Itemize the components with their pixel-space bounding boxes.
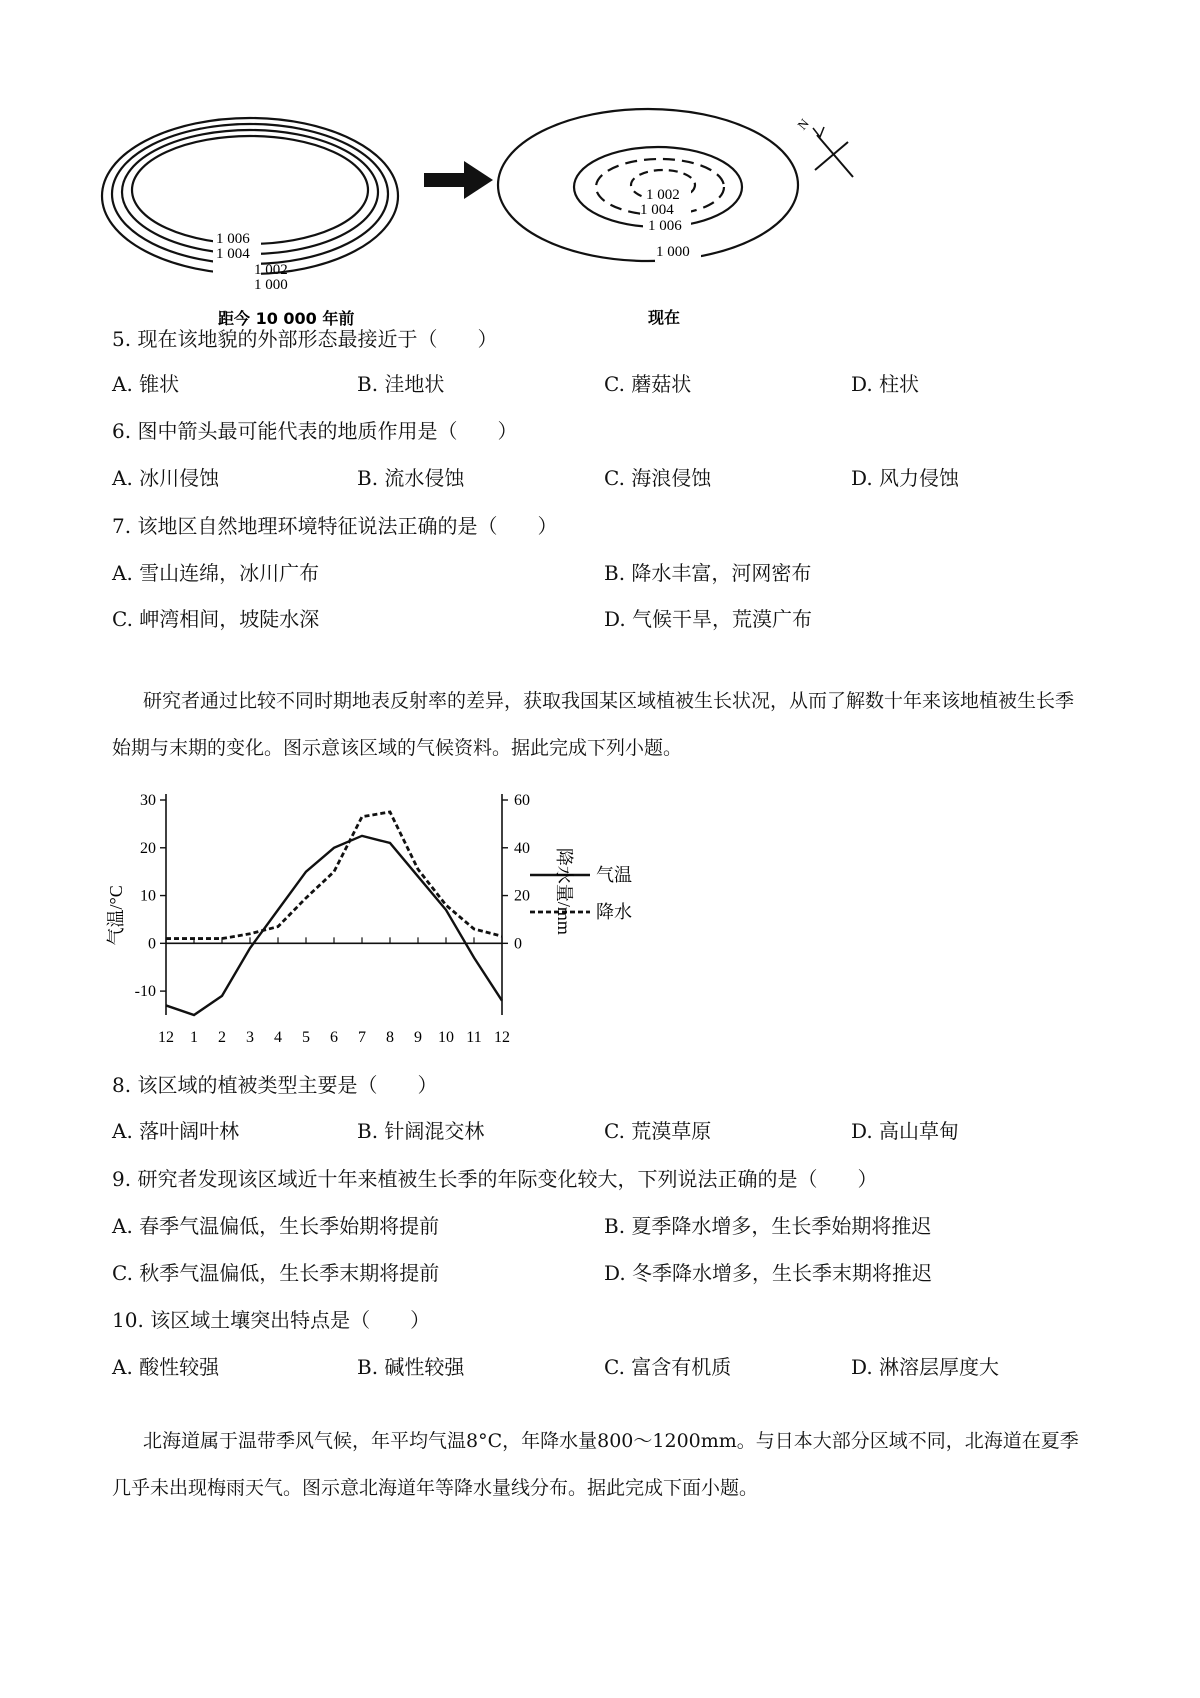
x-tick-label: 8	[386, 1029, 394, 1046]
q5-option-a: A. 锥状	[112, 372, 180, 396]
x-tick-label: 7	[358, 1029, 366, 1046]
q8-option-c: C. 荒漠草原	[604, 1119, 712, 1143]
x-tick-label: 4	[274, 1029, 282, 1046]
left-label-1004: 1 004	[216, 246, 250, 262]
q5-option-c: C. 蘑菇状	[604, 372, 692, 396]
q7-option-d: D. 气候干旱，荒漠广布	[604, 607, 813, 631]
y-tick-label: 10	[140, 887, 156, 905]
climate-chart	[100, 780, 740, 1060]
right-isoline-1000	[498, 109, 798, 261]
right-label-1004: 1 004	[640, 202, 674, 218]
question-6-stem: 6. 图中箭头最可能代表的地质作用是（ ）	[112, 419, 518, 443]
y2-tick-label: 20	[514, 887, 530, 905]
y-axis-title: 气温/°C	[106, 885, 126, 946]
y2-axis-title: 降水量/mm	[554, 847, 574, 935]
x-tick-label: 9	[414, 1029, 422, 1046]
y-tick-label: -10	[134, 983, 156, 1001]
question-7-stem: 7. 该地区自然地理环境特征说法正确的是（ ）	[112, 514, 558, 538]
legend-precipitation-label: 降水	[596, 902, 632, 922]
q6-option-a: A. 冰川侵蚀	[112, 466, 220, 490]
x-tick-label: 11	[466, 1029, 482, 1046]
question-5-stem: 5. 现在该地貌的外部形态最接近于（ ）	[112, 327, 498, 351]
question-9-stem: 9. 研究者发现该区域近十年来植被生长季的年际变化较大，下列说法正确的是（ ）	[112, 1167, 878, 1191]
q10-option-d: D. 淋溶层厚度大	[851, 1355, 1000, 1379]
q9-option-d: D. 冬季降水增多，生长季末期将推迟	[604, 1261, 933, 1285]
q10-option-b: B. 碱性较强	[357, 1355, 465, 1379]
right-label-1000: 1 000	[656, 244, 690, 260]
left-label-1000: 1 000	[254, 277, 288, 293]
right-caption: 现在	[648, 308, 681, 327]
right-label-1002: 1 002	[646, 187, 680, 203]
x-tick-label: 2	[218, 1029, 226, 1046]
q6-option-c: C. 海浪侵蚀	[604, 466, 712, 490]
passage-3: 北海道属于温带季风气候，年平均气温8°C，年降水量800～1200mm。与日本大部分区域不同，北海道在夏季几乎未出现梅雨天气。图示意北海道年等降水量线分布。据此完成下面小题。	[112, 1430, 1079, 1499]
y-tick-label: 0	[148, 935, 156, 953]
y-tick-label: 30	[140, 792, 156, 809]
q6-option-d: D. 风力侵蚀	[851, 466, 960, 490]
left-isoline-1006	[132, 136, 368, 244]
passage-2: 研究者通过比较不同时期地表反射率的差异，获取我国某区域植被生长状况，从而了解数十年来该地植被生长季始期与末期的变化。图示意该区域的气候资料。据此完成下列小题。	[112, 690, 1075, 759]
question-10-stem: 10. 该区域土壤突出特点是（ ）	[112, 1308, 431, 1332]
right-label-1006: 1 006	[648, 218, 682, 234]
q9-option-b: B. 夏季降水增多，生长季始期将推迟	[604, 1214, 932, 1238]
x-tick-label: 6	[330, 1029, 338, 1046]
x-tick-label: 10	[438, 1029, 454, 1046]
q7-option-b: B. 降水丰富，河网密布	[604, 561, 812, 585]
y2-tick-label: 60	[514, 792, 530, 809]
left-caption: 距今 10 000 年前	[218, 309, 355, 328]
q5-option-b: B. 洼地状	[357, 372, 445, 396]
north-label: N	[794, 115, 812, 133]
q8-option-a: A. 落叶阔叶林	[112, 1119, 240, 1143]
x-tick-label: 12	[158, 1029, 174, 1046]
x-tick-label: 1	[190, 1029, 198, 1046]
y2-tick-label: 40	[514, 839, 530, 857]
q8-option-d: D. 高山草甸	[851, 1119, 960, 1143]
y-tick-label: 20	[140, 839, 156, 857]
x-tick-label: 3	[246, 1029, 254, 1046]
arrow-icon	[424, 161, 493, 199]
q7-option-a: A. 雪山连绵，冰川广布	[112, 561, 320, 585]
landform-figure	[100, 105, 960, 335]
x-tick-label: 12	[494, 1029, 510, 1046]
question-8-stem: 8. 该区域的植被类型主要是（ ）	[112, 1073, 438, 1097]
legend-temperature-label: 气温	[596, 865, 632, 885]
y2-tick-label: 0	[514, 935, 522, 953]
q10-option-a: A. 酸性较强	[112, 1355, 220, 1379]
q8-option-b: B. 针阔混交林	[357, 1119, 485, 1143]
x-tick-label: 5	[302, 1029, 310, 1046]
left-label-1002: 1 002	[254, 262, 288, 278]
q10-option-c: C. 富含有机质	[604, 1355, 732, 1379]
temperature-line	[166, 836, 502, 1015]
north-arrow-icon	[813, 127, 853, 177]
left-label-1006: 1 006	[216, 231, 250, 247]
q9-option-c: C. 秋季气温偏低，生长季末期将提前	[112, 1261, 440, 1285]
q9-option-a: A. 春季气温偏低，生长季始期将提前	[112, 1214, 440, 1238]
q5-option-d: D. 柱状	[851, 372, 920, 396]
q7-option-c: C. 岬湾相间，坡陡水深	[112, 607, 320, 631]
q6-option-b: B. 流水侵蚀	[357, 466, 465, 490]
